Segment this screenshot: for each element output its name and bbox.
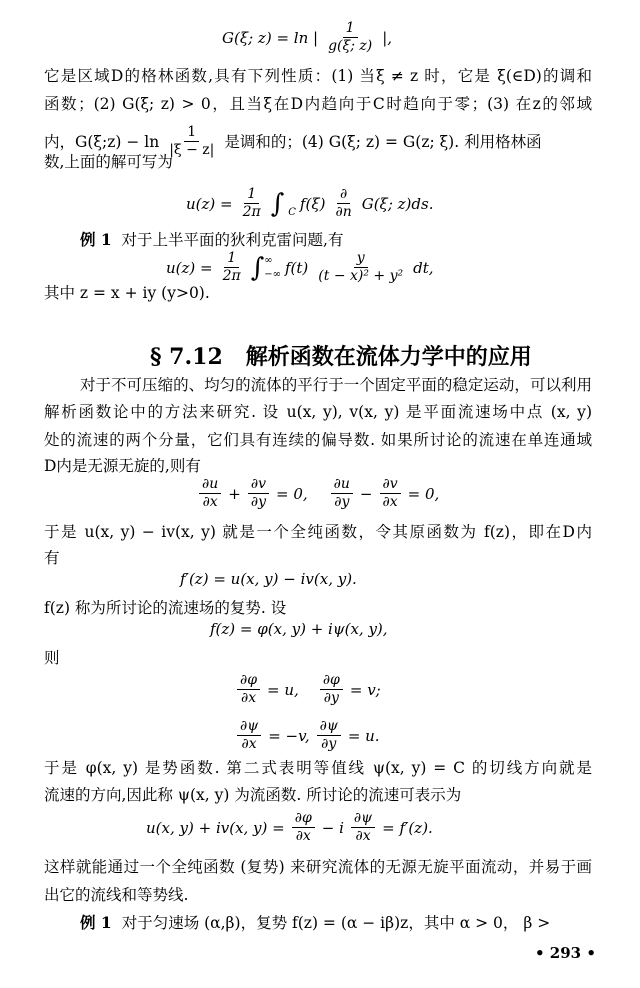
denominator: ∂y (321, 736, 337, 752)
fraction (320, 672, 343, 707)
numerator: y (354, 250, 368, 268)
section-number: § 7.12 (150, 344, 223, 370)
numerator: ∂ψ (237, 718, 261, 736)
operator: − i (321, 818, 344, 837)
text-line: D内是无源无旋的,则有 (44, 457, 201, 475)
denominator: ∂y (334, 494, 350, 510)
formula-rhs: = v; (349, 680, 381, 699)
denominator: (t − x)² + y² (318, 268, 404, 284)
formula-complex-potential: f(z) = φ(x, y) + iψ(x, y), (210, 620, 388, 638)
fraction (317, 718, 341, 753)
denominator: ∂x (240, 690, 257, 706)
numerator: ∂v (380, 476, 401, 494)
formula-rhs: = f′(z). (382, 818, 433, 837)
fraction (380, 476, 401, 511)
fraction (237, 718, 261, 753)
section-heading (150, 340, 532, 371)
upper-limit: ∞ (264, 254, 273, 266)
text-line: 它是区域D的格林函数,具有下列性质：(1) 当ξ ≠ z 时，它是 ξ(∈D)的调和 (44, 67, 592, 85)
example-text: 对于匀速场 (α,β)，复势 f(z) = (α − iβ)z，其中 α > 0， β > (121, 914, 551, 932)
text-line: 对于不可压缩的、均匀的流体的平行于一个固定平面的稳定运动，可以利用 (80, 376, 592, 394)
numerator: ∂u (331, 476, 353, 494)
denominator: ∂x (382, 494, 398, 510)
fraction (237, 672, 260, 707)
formula-lhs: G(ξ; z) = ln | (222, 28, 319, 47)
formula-lhs: u(x, y) + iv(x, y) = (146, 818, 285, 837)
denominator: ∂n (335, 204, 352, 220)
numerator: ∂ψ (317, 718, 341, 736)
denominator: ∂y (250, 494, 266, 510)
text-line: 有 (44, 549, 60, 567)
numerator: 1 (343, 20, 358, 38)
text-line: 处的流速的两个分量，它们具有连续的偏导数. 如果所讨论的流速在单连通域 (44, 431, 592, 449)
denominator: g(ξ; z) (328, 38, 373, 54)
integral-limits (264, 254, 281, 282)
numerator: ∂φ (237, 672, 260, 690)
formula-solution (186, 186, 433, 221)
fraction (220, 250, 244, 285)
text-line: f(z) 称为所讨论的流速场的复势. 设 (44, 599, 287, 617)
numerator: ∂φ (320, 672, 343, 690)
operator: + (228, 484, 241, 503)
formula-rhs: = −v, (268, 726, 310, 745)
denominator: 2π (242, 204, 261, 220)
formula-cauchy-riemann (196, 476, 439, 511)
formula-lhs: u(z) = (166, 258, 213, 277)
fraction (248, 476, 269, 511)
integral-sign: ∫ (250, 252, 265, 283)
formula-tail: |, (382, 28, 393, 47)
integral-subscript: C (288, 207, 296, 218)
text-line: 函数；(2) G(ξ; z) > 0，且当ξ在D内趋向于C时趋向于零；(3) 在z的邻域 (44, 95, 592, 113)
integrand: f(ξ) (299, 194, 326, 213)
numerator: 1 (184, 124, 199, 142)
numerator: ∂ (337, 186, 350, 204)
formula-tail: = 0, (276, 484, 308, 503)
numerator: ∂ψ (351, 810, 375, 828)
fraction (240, 186, 264, 221)
formula-green-function (222, 20, 392, 55)
fraction (315, 250, 406, 285)
fraction (292, 810, 315, 845)
denominator: ∂x (295, 828, 311, 844)
numerator: ∂v (248, 476, 269, 494)
formula-tail: = 0, (407, 484, 440, 503)
text-line: 出它的流线和等势线. (44, 886, 189, 904)
formula-lhs: u(z) = (186, 194, 233, 213)
section-title: 解析函数在流体力学中的应用 (245, 344, 532, 370)
formula-tail: dt, (413, 258, 434, 277)
text-line: 这样就能通过一个全纯函数 (复势) 来研究流体的无源无旋平面流动，并易于画 (44, 858, 592, 876)
fraction (351, 810, 375, 845)
example-label: 例 1 (80, 913, 112, 932)
example-line (80, 913, 592, 933)
formula-stream-derivatives (234, 718, 380, 753)
formula-tail: G(ξ; z)ds. (361, 194, 434, 213)
denominator: ∂y (323, 690, 339, 706)
text-line: 流速的方向,因此称 ψ(x, y) 为流函数. 所讨论的流速可表示为 (44, 786, 462, 804)
numerator: 1 (224, 250, 239, 268)
fraction (199, 476, 221, 511)
text-line: 数,上面的解可写为 (44, 153, 173, 171)
example-line (80, 230, 592, 250)
numerator: 1 (244, 186, 259, 204)
text-line: 于是 φ(x, y) 是势函数. 第二式表明等值线 ψ(x, y) = C 的切线方向就是 (44, 759, 592, 777)
denominator: 2π (222, 268, 241, 284)
text-line: 于是 u(x, y) − iv(x, y) 就是一个全纯函数，令其原函数为 f(z)，即在D内 (44, 523, 592, 541)
fraction (332, 186, 354, 221)
page-number: • 293 • (535, 944, 596, 962)
fraction (331, 476, 353, 511)
operator: − (359, 484, 373, 503)
numerator: ∂u (199, 476, 221, 494)
text-line: 则 (44, 649, 60, 667)
formula-velocity (146, 810, 433, 845)
denominator: ∂x (355, 828, 371, 844)
formula-potential-derivatives (234, 672, 381, 707)
formula-rhs: = u, (267, 680, 299, 699)
text-line: 解析函数论中的方法来研究. 设 u(x, y), v(x, y) 是平面流速场中点 (x, y) (44, 403, 592, 421)
fraction (325, 20, 375, 55)
text-segment: 内，G(ξ;z) − ln (44, 132, 160, 151)
denominator: ∂x (202, 494, 218, 510)
example-text: 对于上半平面的狄利克雷问题,有 (121, 231, 344, 249)
formula-derivative: f′(z) = u(x, y) − iv(x, y). (180, 570, 357, 588)
denominator: |ξ − z| (169, 142, 215, 158)
formula-poisson (166, 250, 434, 285)
integrand: f(t) (284, 258, 309, 277)
text-line: 其中 z = x + iy (y>0). (44, 284, 210, 302)
lower-limit: −∞ (264, 268, 281, 280)
example-label: 例 1 (80, 230, 112, 249)
text-segment: 是调和的；(4) G(ξ; z) = G(z; ξ). 利用格林函 (224, 132, 542, 151)
formula-rhs: = u. (347, 726, 380, 745)
integral-sign: ∫ (270, 188, 285, 219)
numerator: ∂φ (292, 810, 315, 828)
denominator: ∂x (241, 736, 257, 752)
